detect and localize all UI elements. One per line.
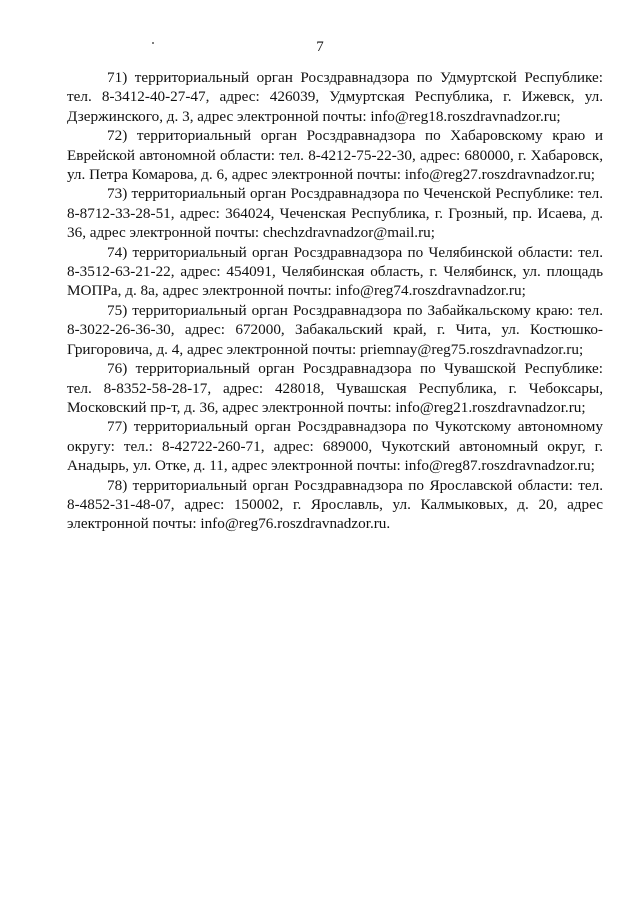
list-item-72: 72) территориальный орган Росздравнадзора по Хабаровскому краю и Еврейской автономной области: тел. 8-4212-75-22-30, адрес: 680000, г. Хабаровск, ул. Петра Комарова, д. 6, адрес электронной почты: info@reg27.roszdravnadzor.ru; — [67, 127, 603, 184]
list-item-77: 77) территориальный орган Росздравнадзора по Чукотскому автономному округу: тел.: 8-42722-260-71, адрес: 689000, Чукотский автономный округ, г. Анадырь, ул. Отке, д. 11, адрес электронной почты: info@reg87.roszdravnadzor.ru; — [67, 418, 603, 475]
list-item-74: 74) территориальный орган Росздравнадзора по Челябинской области: тел. 8-3512-63-21-22, адрес: 454091, Челябинская область, г. Челябинск, ул. площадь МОПРа, д. 8а, адрес электронной почты: info@reg74.roszdravnadzor.ru; — [67, 243, 603, 300]
list-item-76: 76) территориальный орган Росздравнадзора по Чувашской Республике: тел. 8-8352-58-28-17, адрес: 428018, Чувашская Республика, г. Чебоксары, Московский пр-т, д. 36, адрес электронной почты: info@reg21.roszdravnadzor.ru; — [67, 360, 603, 416]
document-body — [67, 68, 603, 534]
list-item-78: 78) территориальный орган Росздравнадзора по Ярославской области: тел. 8-4852-31-48-07, адрес: 150002, г. Ярославль, ул. Калмыковых, д. 20, адрес электронной почты: info@reg76.roszdravnadzor.ru. — [67, 476, 603, 533]
page-number: 7 — [316, 39, 324, 55]
list-item-73: 73) территориальный орган Росздравнадзора по Чеченской Республике: тел. 8-8712-33-28-51, адрес: 364024, Чеченская Республика, г. Грозный, пр. Исаева, д. 36, адрес электронной почты: chechzdravnadzor@mail.ru; — [67, 185, 603, 242]
list-item-71: 71) территориальный орган Росздравнадзора по Удмуртской Республике: тел. 8-3412-40-27-47, адрес: 426039, Удмуртская Республика, г. Ижевск, ул. Дзержинского, д. 3, адрес электронной почты: info@reg18.roszdravnadzor.ru; — [67, 69, 603, 125]
list-item-75: 75) территориальный орган Росздравнадзора по Забайкальскому краю: тел. 8-3022-26-36-30, адрес: 672000, Забакальский край, г. Чита, ул. Костюшко-Григоровича, д. 4, адрес электронной почты: priemnay@reg75.roszdravnadzor.ru; — [67, 301, 603, 358]
